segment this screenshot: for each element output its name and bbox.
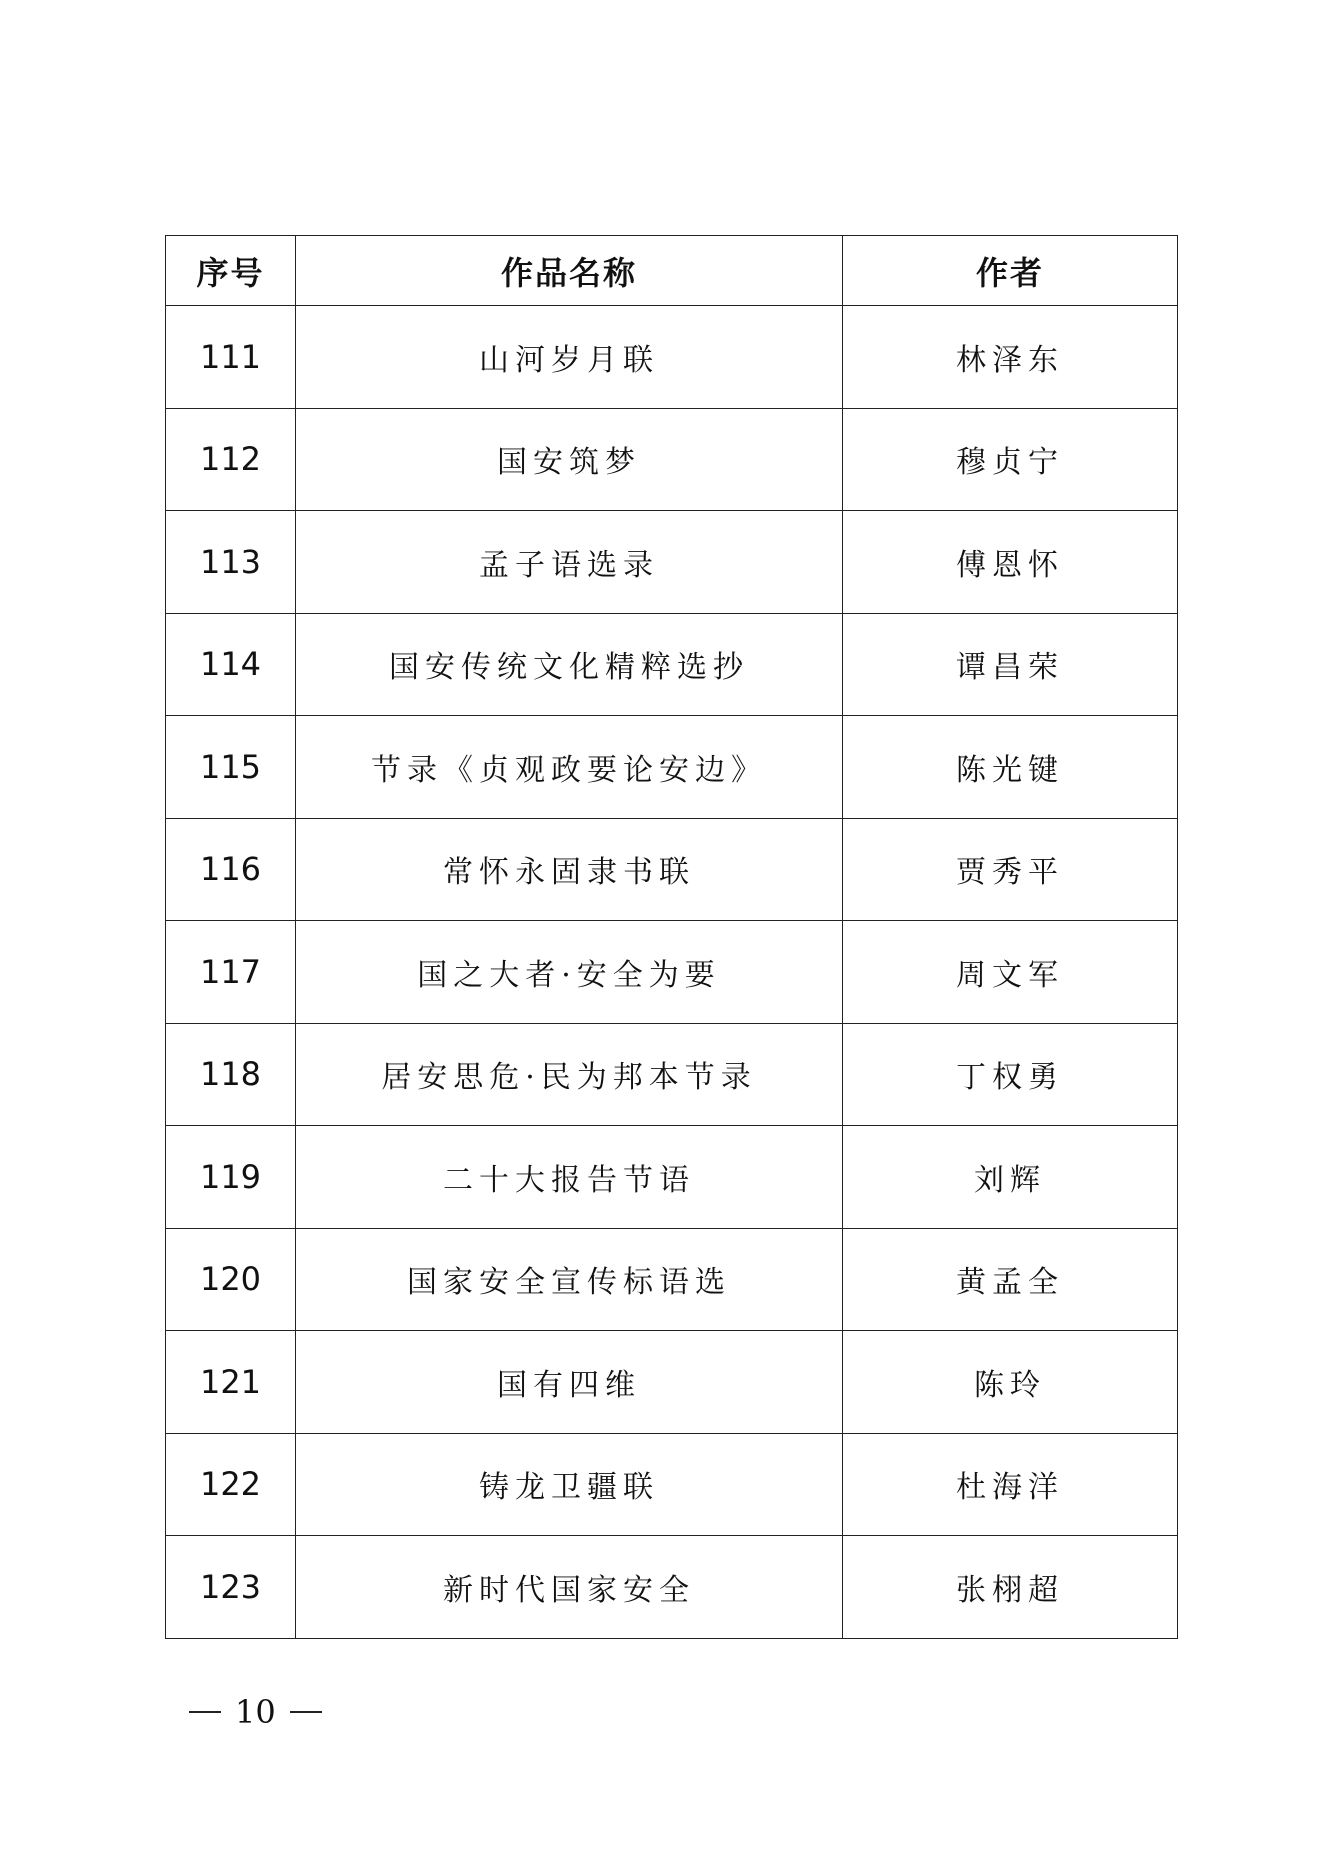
- page-number-footer: [175, 1693, 336, 1731]
- row-number: 112: [166, 408, 296, 511]
- row-title: 节录《贞观政要论安边》: [296, 716, 843, 819]
- row-number: 115: [166, 716, 296, 819]
- row-author: 杜海洋: [843, 1433, 1178, 1536]
- row-title: 国有四维: [296, 1331, 843, 1434]
- row-title: 二十大报告节语: [296, 1126, 843, 1229]
- table-row: [166, 1228, 1178, 1331]
- row-author: 刘辉: [843, 1126, 1178, 1229]
- page-dash-left: [189, 1711, 221, 1713]
- row-title: 国安传统文化精粹选抄: [296, 613, 843, 716]
- row-number: 113: [166, 511, 296, 614]
- row-number: 120: [166, 1228, 296, 1331]
- row-number: 116: [166, 818, 296, 921]
- table-row: [166, 613, 1178, 716]
- table-row: [166, 511, 1178, 614]
- table-row: [166, 818, 1178, 921]
- page-number: 10: [235, 1693, 276, 1731]
- page-dash-right: [290, 1711, 322, 1713]
- table-row: [166, 1126, 1178, 1229]
- row-number: 119: [166, 1126, 296, 1229]
- row-author: 穆贞宁: [843, 408, 1178, 511]
- row-number: 114: [166, 613, 296, 716]
- works-table: [165, 235, 1178, 1639]
- row-author: 谭昌荣: [843, 613, 1178, 716]
- row-number: 118: [166, 1023, 296, 1126]
- table-row: [166, 1331, 1178, 1434]
- row-title: 山河岁月联: [296, 306, 843, 409]
- row-number: 111: [166, 306, 296, 409]
- row-number: 121: [166, 1331, 296, 1434]
- row-author: 张栩超: [843, 1536, 1178, 1639]
- table-row: [166, 1536, 1178, 1639]
- header-number: 序号: [166, 236, 296, 306]
- header-author: 作者: [843, 236, 1178, 306]
- row-number: 122: [166, 1433, 296, 1536]
- row-title: 新时代国家安全: [296, 1536, 843, 1639]
- row-author: 丁权勇: [843, 1023, 1178, 1126]
- row-title: 国之大者·安全为要: [296, 921, 843, 1024]
- row-title: 国安筑梦: [296, 408, 843, 511]
- row-author: 陈光键: [843, 716, 1178, 819]
- table-row: [166, 1433, 1178, 1536]
- row-author: 林泽东: [843, 306, 1178, 409]
- row-author: 周文军: [843, 921, 1178, 1024]
- table-row: [166, 716, 1178, 819]
- row-title: 居安思危·民为邦本节录: [296, 1023, 843, 1126]
- row-title: 孟子语选录: [296, 511, 843, 614]
- table-row: [166, 306, 1178, 409]
- row-number: 117: [166, 921, 296, 1024]
- works-table-container: [165, 235, 1177, 1639]
- row-title: 国家安全宣传标语选: [296, 1228, 843, 1331]
- row-number: 123: [166, 1536, 296, 1639]
- row-author: 黄孟全: [843, 1228, 1178, 1331]
- row-title: 常怀永固隶书联: [296, 818, 843, 921]
- table-row: [166, 921, 1178, 1024]
- row-author: 傅恩怀: [843, 511, 1178, 614]
- table-row: [166, 1023, 1178, 1126]
- table-header-row: [166, 236, 1178, 306]
- row-author: 贾秀平: [843, 818, 1178, 921]
- header-title: 作品名称: [296, 236, 843, 306]
- table-row: [166, 408, 1178, 511]
- row-title: 铸龙卫疆联: [296, 1433, 843, 1536]
- row-author: 陈玲: [843, 1331, 1178, 1434]
